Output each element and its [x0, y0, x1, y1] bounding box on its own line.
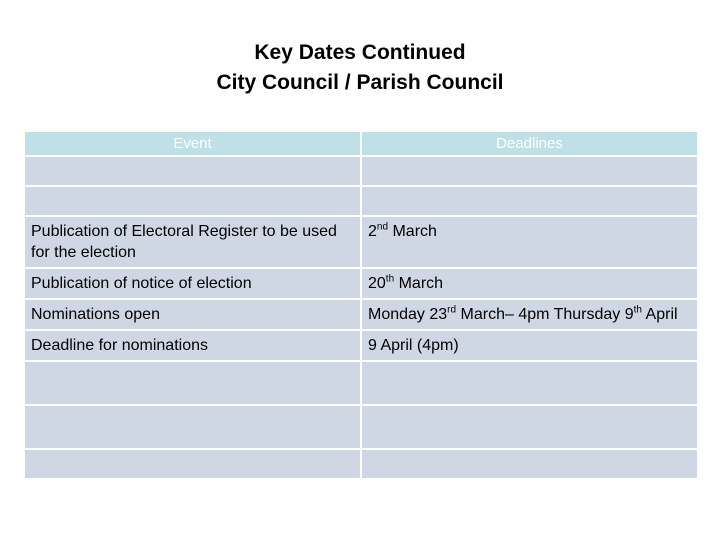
table-row	[24, 299, 698, 330]
event-cell	[24, 156, 361, 186]
deadline-cell	[361, 156, 698, 186]
title-line-1: Key Dates Continued	[254, 41, 466, 64]
event-cell: Publication of notice of election	[24, 268, 361, 299]
table-row	[24, 449, 698, 479]
table-row	[24, 268, 698, 299]
column-header-event: Event	[24, 131, 361, 156]
event-cell: Nominations open	[24, 299, 361, 330]
table-row	[24, 361, 698, 405]
event-cell	[24, 361, 361, 405]
table-row	[24, 330, 698, 361]
title-line-2: City Council / Parish Council	[216, 71, 504, 94]
key-dates-table	[23, 130, 699, 480]
table-row	[24, 156, 698, 186]
deadline-cell	[361, 186, 698, 216]
deadline-cell: 20th March	[361, 268, 698, 299]
table-header-row	[24, 131, 698, 156]
deadline-cell: 9 April (4pm)	[361, 330, 698, 361]
deadline-cell: 2nd March	[361, 216, 698, 268]
event-cell: Publication of Electoral Register to be used for the election	[24, 216, 361, 268]
table-row	[24, 186, 698, 216]
page-title	[0, 38, 720, 98]
table-row	[24, 405, 698, 449]
event-cell	[24, 186, 361, 216]
deadline-cell: Monday 23rd March– 4pm Thursday 9th April	[361, 299, 698, 330]
table-row	[24, 216, 698, 268]
deadline-cell	[361, 405, 698, 449]
deadline-cell	[361, 449, 698, 479]
deadline-cell	[361, 361, 698, 405]
event-cell	[24, 405, 361, 449]
event-cell	[24, 449, 361, 479]
event-cell: Deadline for nominations	[24, 330, 361, 361]
column-header-deadlines: Deadlines	[361, 131, 698, 156]
